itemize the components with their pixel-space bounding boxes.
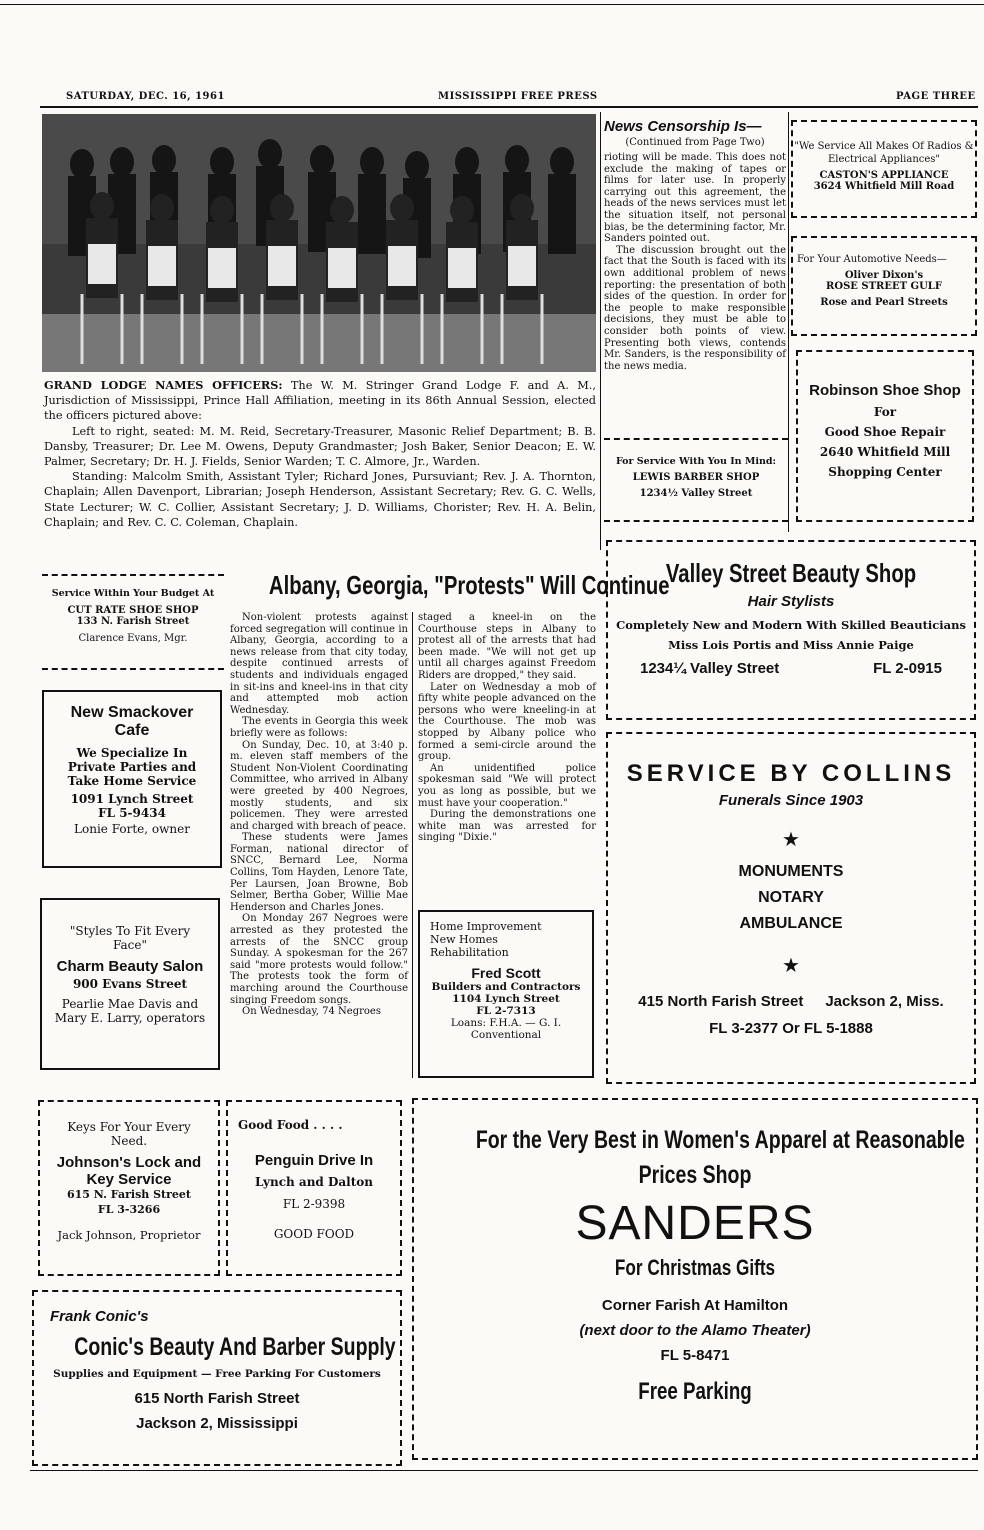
lewis-ad — [604, 438, 788, 522]
lodge-officers-photo — [42, 114, 596, 372]
robinson-ad — [796, 350, 974, 522]
albany-c1-p: On Sunday, Dec. 10, at 3:40 p. m. eleven staff members of the Student Non-Violent Coordinating Committee, who arrived in Albany were greeted by 400 Negroes, mostly students, and six policemen. They were arrested and charged with breach of peace. — [230, 739, 408, 832]
scott-loans: Loans: F.H.A. — G. I. — [450, 1017, 562, 1029]
star-icon: ★ — [782, 827, 800, 851]
albany-col1 — [230, 612, 408, 1018]
gulf-ad — [791, 236, 977, 336]
cutrate-address: 133 N. Farish Street — [76, 616, 190, 627]
scott-address: 1104 Lynch Street — [452, 993, 560, 1005]
gulf-owner: Oliver Dixon's — [844, 270, 924, 281]
sanders-headline: For the Very Best in Women's Apparel at Reasonable — [475, 1126, 965, 1154]
cutrate-ad — [42, 574, 224, 670]
smackover-line3: We Specialize In — [76, 746, 188, 760]
page-date: SATURDAY, DEC. 16, 1961 — [66, 91, 225, 102]
albany-c1-p: The events in Georgia this week briefly were as follows: — [230, 716, 408, 739]
collins-ad — [606, 732, 976, 1084]
lewis-address: 1234½ Valley Street — [639, 488, 753, 499]
charm-address: 900 Evans Street — [72, 977, 188, 991]
collins-tagline: Funerals Since 1903 — [718, 792, 864, 809]
cutrate-manager: Clarence Evans, Mgr. — [78, 633, 188, 644]
caston-name: CASTON'S APPLIANCE — [819, 170, 949, 181]
scott-phone: FL 2-7313 — [476, 1005, 536, 1017]
caston-slogan: "We Service All Makes Of Radios & Electrical Appliances" — [794, 141, 974, 165]
smackover-line4: Private Parties and — [67, 760, 197, 774]
conic-owner: Frank Conic's — [50, 1308, 149, 1325]
cutrate-slogan: Service Within Your Budget At — [51, 588, 215, 599]
scott-line3: Rehabilitation — [430, 946, 509, 959]
sanders-gifts: For Christmas Gifts — [614, 1255, 776, 1280]
valley-name: Valley Street Beauty Shop — [665, 558, 917, 588]
smackover-cafe: Cafe — [114, 722, 150, 739]
albany-c1-p: On Monday 267 Negroes were arrested as they protested the arrests of the SNCC group Sunday. A spokesman for the 267 said "more protests would follow." The protests took the form of marching around the Courthouse singing Freedom songs. — [230, 913, 408, 1006]
charm-slogan: "Styles To Fit Every — [69, 924, 191, 938]
conic-address: 615 North Farish Street — [134, 1390, 300, 1407]
johnson-phone: FL 3-3266 — [97, 1203, 161, 1216]
sanders-address: Corner Farish At Hamilton — [601, 1297, 789, 1314]
penguin-address: Lynch and Dalton — [255, 1175, 373, 1189]
gulf-name: ROSE STREET GULF — [826, 281, 942, 292]
robinson-address: 2640 Whitfield Mill — [819, 445, 951, 459]
paper-name: MISSISSIPPI FREE PRESS — [438, 91, 598, 102]
valley-ad — [606, 540, 976, 720]
charm-name: Charm Beauty Salon — [56, 958, 204, 975]
sanders-ad — [412, 1098, 978, 1460]
scott-line2: New Homes — [430, 933, 498, 946]
caption-standing: Standing: Malcolm Smith, Assistant Tyler; Richard Jones, Pursuviant; Rev. J. A. Thornton, Chaplain; Allen Davenport, Librarian; Joseph Henderson, Assistant Secretary; Rev. G. C. Wells, State Lecturer; W. C. Collier, Assistant Secretary; J. D. Williams, Chorister; Rev. H. A. Belin, Chaplain; and Rev. C. C. Coleman, Chaplain. — [44, 470, 596, 529]
collins-phone: FL 3-2377 Or FL 5-1888 — [709, 1020, 873, 1037]
scott-name: Fred Scott — [471, 965, 541, 981]
collins-name: SERVICE BY COLLINS — [626, 760, 956, 787]
johnson-slogan: Keys For Your Every — [67, 1120, 191, 1134]
robinson-name: Robinson Shoe Shop — [809, 382, 961, 399]
smackover-address: 1091 Lynch Street — [70, 792, 194, 806]
valley-tagline: Hair Stylists — [747, 593, 835, 610]
collins-city: Jackson 2, Miss. — [825, 993, 944, 1010]
robinson-for: For — [873, 405, 897, 419]
charm-slogan2: Face" — [112, 938, 147, 952]
albany-c1-p: On Wednesday, 74 Negroes — [242, 1006, 381, 1018]
scott-ad — [418, 910, 594, 1078]
collins-monuments: MONUMENTS — [738, 863, 844, 880]
page-number: PAGE THREE — [896, 91, 976, 102]
collins-notary: NOTARY — [758, 889, 824, 906]
albany-c2-p: staged a kneel-in on the Courthouse steps in Albany to protest all of the arrests that had been made. "We will not get up until all charges against Freedom Riders are dropped," they said. — [418, 612, 596, 681]
censorship-p1: rioting will be made. This does not exclude the making of tapes or films for later use. In properly carrying out this agreement, the heads of the news services must let the situation itself, not personal bias, be the determining factor, Mr. Sanders pointed out. — [604, 152, 786, 245]
sanders-name: SANDERS — [575, 1197, 815, 1250]
conic-tagline: Supplies and Equipment — Free Parking For Customers — [53, 1368, 381, 1380]
charm-ad — [40, 898, 220, 1070]
smackover-owner: Lonie Forte, owner — [74, 822, 190, 836]
star-icon: ★ — [782, 953, 800, 977]
charm-operators: Pearlie Mae Davis and — [61, 997, 199, 1011]
censorship-title: News Censorship Is— — [604, 118, 762, 135]
photo-caption — [44, 378, 596, 530]
penguin-name: Penguin Drive In — [254, 1152, 374, 1169]
albany-c2-p: An unidentified police spokesman said "We will protect you as long as possible, but we must have your cooperation." — [418, 762, 596, 809]
scott-line5: Builders and Contractors — [431, 981, 581, 993]
albany-headline-wrap — [228, 566, 670, 604]
albany-c2-p: During the demonstrations one white man was arrested for singing "Dixie." — [418, 809, 596, 844]
johnson-address: 615 N. Farish Street — [66, 1188, 192, 1201]
sanders-landmark: (next door to the Alamo Theater) — [579, 1322, 811, 1339]
charm-operators2: Mary E. Larry, operators — [54, 1011, 206, 1025]
caption-lead: The W. M. Stringer Grand Lodge F. and A. M., Jurisdiction of Mississippi, Prince Hall Affiliation, meeting in its 86th Annual Session, elected the officers pictured above: — [44, 379, 596, 423]
albany-col2 — [418, 612, 596, 844]
albany-c1-p: Non-violent protests against forced segregation will continue in Albany, Georgia, according to a news release from that city today, despite continued arrests of students and individuals engaged in sit-ins and kneel-ins in that city and attempted mob action Wednesday. — [230, 612, 408, 716]
johnson-name2: Key Service — [86, 1171, 172, 1188]
johnson-name: Johnson's Lock and — [56, 1154, 202, 1171]
censorship-continued: (Continued from Page Two) — [625, 137, 765, 148]
gulf-slogan: For Your Automotive Needs— — [797, 254, 947, 265]
scott-conventional: Conventional — [470, 1029, 542, 1041]
conic-ad — [32, 1290, 402, 1466]
johnson-ad — [38, 1100, 220, 1276]
censorship-p2: The discussion brought out the fact that the South is faced with its own additional problem of news reporting: the presentation of both sides of the question. In order for the people to make responsible decisions, they must be able to consider both points of view. Presenting both views, contends Mr. Sanders, is the responsibility of the news media. — [604, 244, 786, 372]
sanders-parking: Free Parking — [638, 1378, 752, 1405]
caption-headline: GRAND LODGE NAMES OFFICERS: — [44, 378, 283, 392]
valley-owners: Miss Lois Portis and Miss Annie Paige — [668, 638, 914, 652]
lewis-slogan: For Service With You In Mind: — [615, 456, 777, 467]
censorship-article — [604, 118, 786, 372]
smackover-ad — [42, 690, 222, 868]
penguin-slogan: Good Food . . . . — [238, 1118, 343, 1132]
caption-seated: Left to right, seated: M. M. Reid, Secretary-Treasurer, Masonic Relief Department; B. B. Dansby, Treasurer; Dr. Lee M. Owens, Deputy Grandmaster; Josh Baker, Senior Deacon; E. W. Palmer, Secretary; Dr. H. J. Fields, Senior Warden; T. C. Almore, Jr., Warden. — [44, 424, 596, 469]
valley-address: 1234¼ Valley Street — [640, 660, 780, 677]
penguin-ad — [226, 1100, 402, 1276]
robinson-service: Good Shoe Repair — [824, 425, 946, 439]
conic-name: Conic's Beauty And Barber Supply — [74, 1333, 396, 1361]
caston-address: 3624 Whitfield Mill Road — [813, 181, 955, 192]
conic-city: Jackson 2, Mississippi — [136, 1415, 298, 1432]
sanders-headline2: Prices Shop — [638, 1161, 752, 1189]
johnson-slogan2: Need. — [110, 1134, 148, 1148]
albany-headline: Albany, Georgia, "Protests" Will Continue — [268, 570, 670, 600]
smackover-phone: FL 5-9434 — [98, 806, 166, 820]
valley-line3: Completely New and Modern With Skilled Beauticians — [616, 618, 966, 632]
albany-c2-p: Later on Wednesday a mob of fifty white people advanced on the persons who were kneeling-in at the Courthouse. The mob was stopped by Albany police who formed a semi-circle around the group. — [418, 681, 596, 763]
johnson-proprietor: Jack Johnson, Proprietor — [57, 1228, 201, 1242]
smackover-name: New Smackover — [70, 704, 194, 721]
lewis-name: LEWIS BARBER SHOP — [632, 472, 760, 483]
penguin-phone: FL 2-9398 — [282, 1197, 346, 1211]
sanders-phone: FL 5-8471 — [660, 1347, 730, 1364]
gulf-address: Rose and Pearl Streets — [820, 297, 948, 308]
penguin-food: GOOD FOOD — [273, 1227, 355, 1241]
cutrate-name: CUT RATE SHOE SHOP — [67, 605, 199, 616]
valley-phone: FL 2-0915 — [873, 660, 942, 677]
albany-c1-p: These students were James Forman, national director of SNCC, Bernard Lee, Norma Collins, Tom Hayden, Lenore Tate, Per Laursen, Joan Browne, Bob Selmer, Bertha Gober, Willie Mae Henderson and Charles Jones. — [230, 832, 408, 913]
collins-address: 415 North Farish Street — [638, 993, 804, 1010]
caston-ad — [791, 120, 977, 218]
smackover-line5: Take Home Service — [67, 774, 197, 788]
scott-line1: Home Improvement — [430, 920, 542, 933]
robinson-center: Shopping Center — [828, 465, 942, 479]
collins-ambulance: AMBULANCE — [739, 915, 843, 932]
